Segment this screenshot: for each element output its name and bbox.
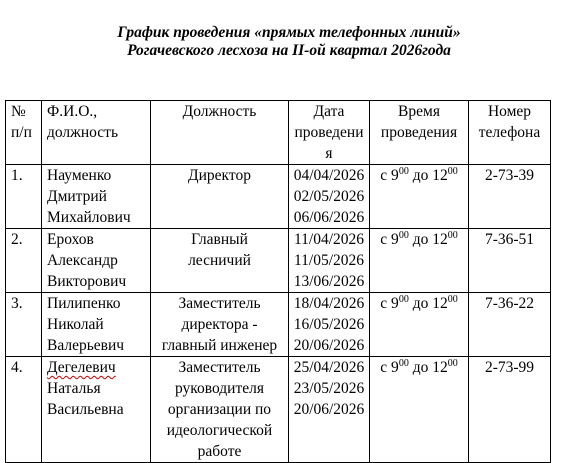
schedule-table	[5, 100, 551, 463]
name-line: Наталья	[47, 380, 101, 397]
header-date-line: проведени	[294, 124, 364, 141]
header-name	[42, 101, 151, 165]
row-name	[42, 293, 151, 357]
table-header-row	[6, 101, 551, 165]
header-time-line: Время	[398, 103, 440, 120]
row-name	[42, 357, 151, 463]
name-line: Науменко	[47, 167, 112, 184]
row-phone: 7-36-22	[469, 293, 551, 357]
row-name	[42, 165, 151, 229]
row-dates	[289, 229, 370, 293]
header-num-line: п/п	[11, 124, 32, 141]
name-line: Ерохов	[47, 231, 94, 248]
row-position	[151, 357, 289, 463]
header-name-line: Ф.И.О.,	[47, 103, 98, 120]
row-num: 2.	[6, 229, 42, 293]
header-date	[289, 101, 370, 165]
name-line: Пилипенко	[47, 295, 121, 312]
name-line: Александр	[47, 252, 118, 269]
time-from: с 9	[380, 359, 399, 376]
header-date-line: Дата	[313, 103, 345, 120]
time-to: до 12	[408, 231, 448, 248]
row-position	[151, 293, 289, 357]
position-line: Заместитель	[178, 359, 261, 376]
header-phone-line: Номер	[487, 103, 532, 120]
date-value: 20/06/2026	[293, 337, 365, 354]
date-value: 11/04/2026	[293, 231, 365, 248]
date-value: 11/05/2026	[293, 252, 365, 269]
row-time	[370, 229, 469, 293]
row-time	[370, 293, 469, 357]
position-line: Главный	[191, 231, 248, 248]
title-line-1: График проведения «прямых телефонных линий»	[117, 24, 461, 41]
time-from-minutes: 00	[398, 293, 409, 305]
row-num: 3.	[6, 293, 42, 357]
date-value: 18/04/2026	[293, 295, 365, 312]
row-position	[151, 229, 289, 293]
header-num	[6, 101, 42, 165]
time-to-minutes: 00	[447, 165, 458, 177]
header-position: Должность	[151, 101, 289, 165]
time-to: до 12	[408, 359, 448, 376]
date-value: 25/04/2026	[293, 359, 365, 376]
position-line: Заместитель	[178, 295, 261, 312]
name-line: Дмитрий	[47, 188, 107, 205]
row-num: 1.	[6, 165, 42, 229]
date-value: 16/05/2026	[293, 316, 365, 333]
date-value: 13/06/2026	[293, 273, 365, 290]
row-phone: 7-36-51	[469, 229, 551, 293]
time-from: с 9	[380, 231, 399, 248]
time-to: до 12	[408, 295, 448, 312]
name-line: Васильевна	[47, 401, 124, 418]
time-from-minutes: 00	[398, 357, 409, 369]
row-time	[370, 165, 469, 229]
header-phone-line: телефона	[478, 124, 541, 141]
time-from: с 9	[380, 295, 399, 312]
row-time	[370, 357, 469, 463]
time-to-minutes: 00	[447, 229, 458, 241]
position-line: директора -	[181, 316, 258, 333]
document-title	[0, 24, 578, 60]
header-time-line: проведения	[380, 124, 458, 141]
row-num: 4.	[6, 357, 42, 463]
table-row	[6, 229, 551, 293]
time-to-minutes: 00	[447, 293, 458, 305]
time-from-minutes: 00	[398, 165, 409, 177]
time-from-minutes: 00	[398, 229, 409, 241]
row-name	[42, 229, 151, 293]
table-row	[6, 165, 551, 229]
position-line: Директор	[188, 167, 251, 184]
time-to: до 12	[408, 167, 448, 184]
date-value: 04/04/2026	[293, 167, 365, 184]
header-time	[370, 101, 469, 165]
header-num-line: №	[11, 103, 26, 120]
date-value: 20/06/2026	[293, 401, 365, 418]
time-from: с 9	[380, 167, 399, 184]
name-line: Викторович	[47, 273, 127, 290]
position-line: идеологической	[166, 422, 273, 439]
position-line: лесничий	[188, 252, 251, 269]
name-line: Николай	[47, 316, 104, 333]
row-position	[151, 165, 289, 229]
position-line: работе	[197, 443, 242, 460]
row-dates	[289, 165, 370, 229]
date-value: 23/05/2026	[293, 380, 365, 397]
row-dates	[289, 293, 370, 357]
table-row	[6, 357, 551, 463]
title-line-2: Рогачевского лесхоза на II-ой квартал 2026года	[127, 42, 451, 59]
row-phone: 2-73-39	[469, 165, 551, 229]
header-phone	[469, 101, 551, 165]
position-line: главный инженер	[161, 337, 278, 354]
name-line: Дегелевич	[47, 359, 116, 376]
date-value: 02/05/2026	[293, 188, 365, 205]
name-line: Валерьевич	[47, 337, 125, 354]
time-to-minutes: 00	[447, 357, 458, 369]
header-name-line: должность	[47, 124, 119, 141]
date-value: 06/06/2026	[293, 209, 365, 226]
name-line: Михайлович	[47, 209, 131, 226]
position-line: организации по	[167, 401, 272, 418]
table-row	[6, 293, 551, 357]
header-date-line: я	[325, 145, 333, 162]
row-phone: 2-73-99	[469, 357, 551, 463]
position-line: руководителя	[174, 380, 264, 397]
row-dates	[289, 357, 370, 463]
